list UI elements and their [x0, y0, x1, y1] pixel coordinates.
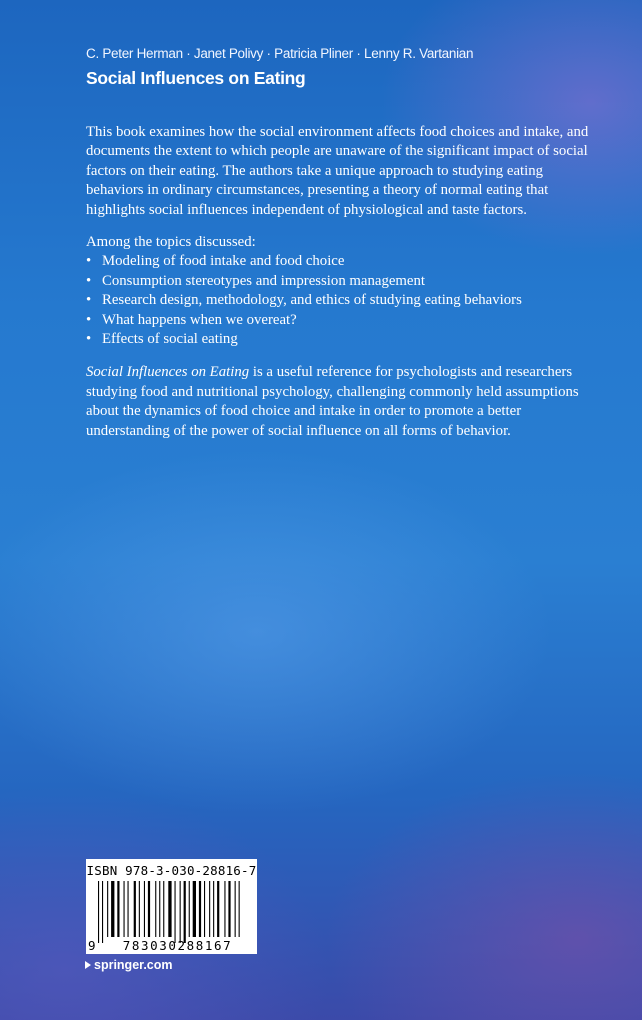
authors-line: C. Peter Herman · Janet Polivy · Patricia Pliner · Lenny R. Vartanian [86, 46, 474, 61]
ean-digits: 783030288167 [122, 938, 233, 953]
book-title: Social Influences on Eating [86, 68, 306, 88]
isbn-number: ISBN 978-3-030-28816-7 [86, 863, 257, 878]
arrow-right-icon [85, 961, 91, 969]
bullet-icon: • [86, 292, 92, 309]
topic-item: • What happens when we overeat? [86, 311, 604, 330]
topic-item: • Effects of social eating [86, 330, 604, 349]
back-cover-description [86, 123, 604, 441]
ean-first-digit: 9 [88, 938, 96, 953]
topics-heading: Among the topics discussed: [86, 234, 256, 251]
bullet-icon: • [86, 311, 92, 328]
bullet-icon: • [86, 272, 92, 289]
topics-list [86, 252, 604, 349]
intro-paragraph: This book examines how the social environment affects food choices and intake, and documents the extent to which people are unaware of the significant impact of social factors on their eating. The authors take a unique approach to studying eating behaviors in ordinary circumstances, presenting a theory of normal eating that highlights social influences independent of physiological and taste factors. [86, 124, 589, 218]
closing-title-italic: Social Influences on Eating [86, 364, 250, 381]
barcode-bars [94, 881, 250, 943]
closing-text: is a useful reference for psychologists and researchers studying food and nutritional psychology, challenging commonly held assumptions about the dynamics of food choice and intake in order to promote a better understanding of the power of social influence on all forms of behavior. [86, 364, 579, 439]
publisher-url: springer.com [94, 958, 173, 972]
closing-paragraph [86, 363, 604, 441]
bullet-icon: • [86, 331, 92, 348]
topic-item: • Consumption stereotypes and impression management [86, 272, 604, 291]
publisher-link[interactable] [85, 958, 173, 972]
isbn-barcode [86, 859, 257, 954]
topic-item: • Research design, methodology, and ethics of studying eating behaviors [86, 291, 604, 310]
bullet-icon: • [86, 253, 92, 270]
topic-item: • Modeling of food intake and food choice [86, 252, 604, 271]
